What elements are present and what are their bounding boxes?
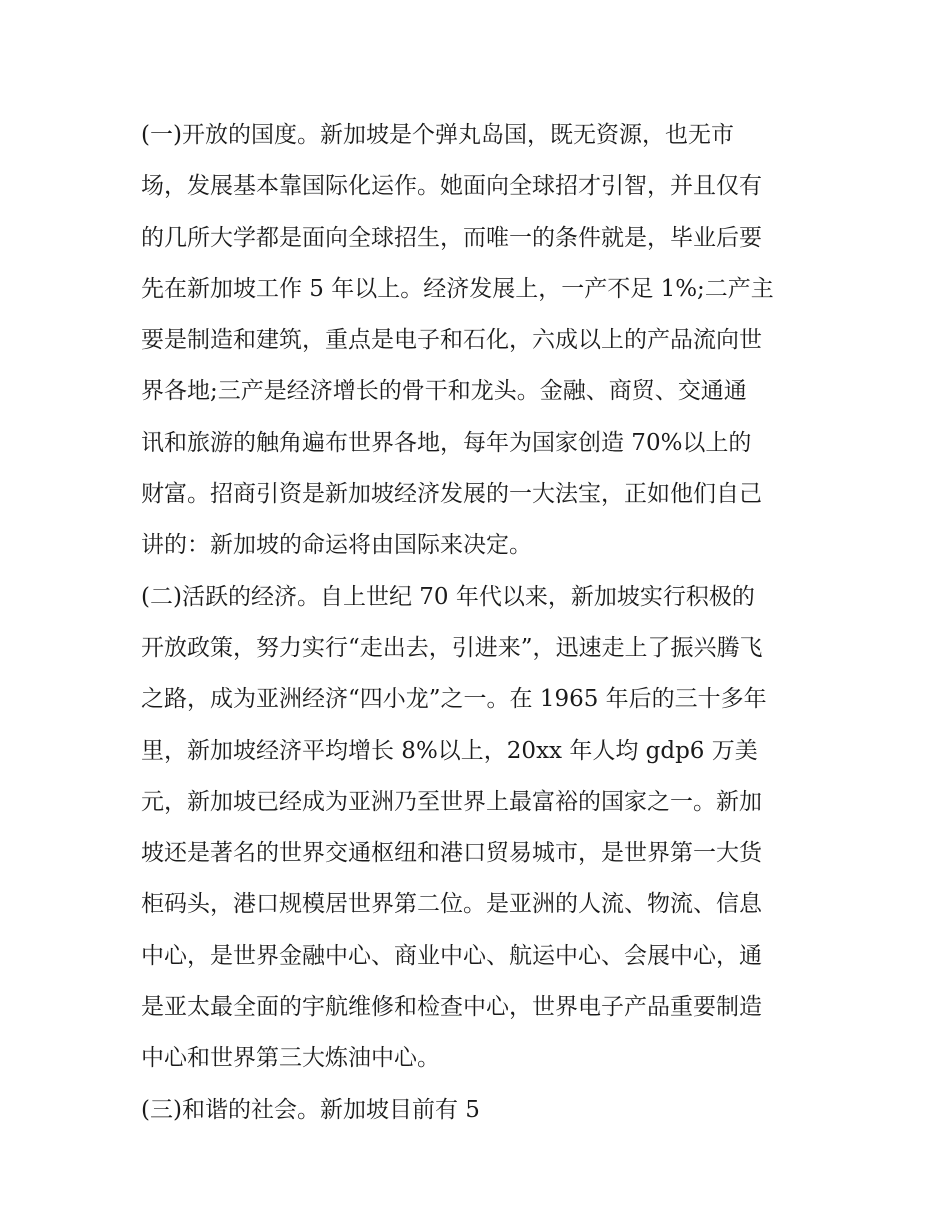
text-line: 是亚太最全面的宇航维修和检查中心，世界电子产品重要制造 (141, 994, 762, 1021)
text-line: 坡还是著名的世界交通枢纽和港口贸易城市，是世界第一大货 (141, 840, 762, 867)
text-line: 元，新加坡已经成为亚洲乃至世界上最富裕的国家之一。新加 (141, 788, 762, 815)
text-line: 讯和旅游的触角遍布世界各地，每年为国家创造 70%以上的 (141, 429, 752, 456)
text-line: 之路，成为亚洲经济“四小龙”之一。在 1965 年后的三十多年 (141, 686, 767, 713)
text-line: 场，发展基本靠国际化运作。她面向全球招才引智，并且仅有 (141, 173, 762, 200)
text-line: 界各地;三产是经济增长的骨干和龙头。金融、商贸、交通通 (141, 378, 747, 405)
text-line: (三)和谐的社会。新加坡目前有 5 (141, 1096, 480, 1123)
text-line: 中心和世界第三大炼油中心。 (141, 1045, 440, 1072)
text-line: 开放政策，努力实行“走出去，引进来”，迅速走上了振兴腾飞 (141, 634, 763, 661)
text-line: (一)开放的国度。新加坡是个弹丸岛国，既无资源，也无市 (141, 122, 734, 148)
text-line: 里，新加坡经济平均增长 8%以上，20xx 年人均 gdp6 万美 (141, 737, 758, 764)
text-line: 要是制造和建筑，重点是电子和石化，六成以上的产品流向世 (141, 327, 762, 354)
text-line: 中心，是世界金融中心、商业中心、航运中心、会展中心，通 (141, 942, 762, 969)
text-line: 柜码头，港口规模居世界第二位。是亚洲的人流、物流、信息 (141, 891, 762, 918)
text-line: 讲的：新加坡的命运将由国际来决定。 (141, 532, 532, 559)
text-line: (二)活跃的经济。自上世纪 70 年代以来，新加坡实行积极的 (141, 583, 755, 610)
text-line: 先在新加坡工作 5 年以上。经济发展上，一产不足 1%;二产主 (141, 275, 774, 302)
document-body (141, 110, 831, 1136)
text-line: 的几所大学都是面向全球招生，而唯一的条件就是，毕业后要 (141, 224, 762, 251)
text-line: 财富。招商引资是新加坡经济发展的一大法宝，正如他们自己 (141, 481, 762, 508)
